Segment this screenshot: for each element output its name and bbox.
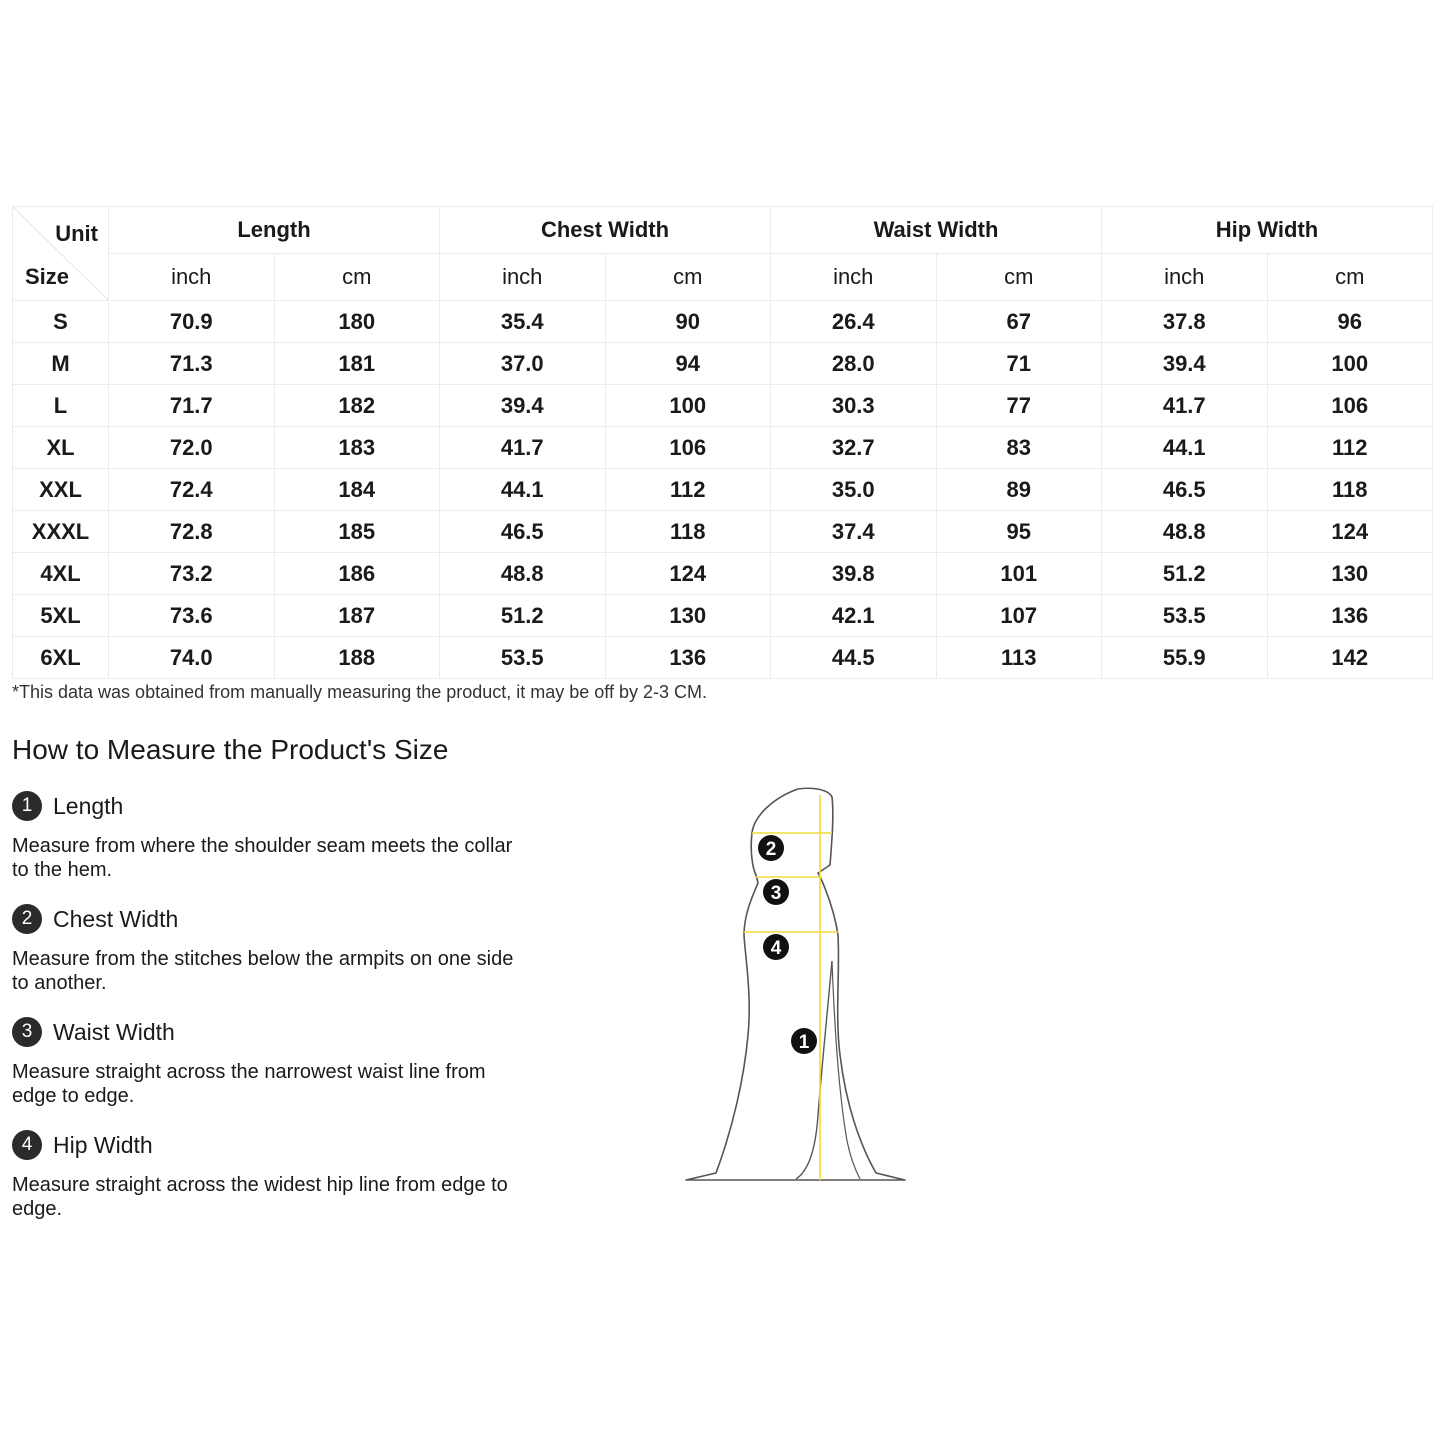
value-cell: 44.1 — [1102, 427, 1268, 469]
table-row — [13, 301, 1433, 343]
value-cell: 183 — [274, 427, 440, 469]
value-cell: 70.9 — [109, 301, 275, 343]
value-cell: 41.7 — [1102, 385, 1268, 427]
size-cell: XXXL — [13, 511, 109, 553]
value-cell: 44.5 — [771, 637, 937, 679]
value-cell: 112 — [1267, 427, 1433, 469]
table-row — [13, 511, 1433, 553]
value-cell: 142 — [1267, 637, 1433, 679]
value-cell: 26.4 — [771, 301, 937, 343]
value-cell: 35.0 — [771, 469, 937, 511]
value-cell: 124 — [605, 553, 771, 595]
value-cell: 186 — [274, 553, 440, 595]
value-cell: 55.9 — [1102, 637, 1268, 679]
value-cell: 187 — [274, 595, 440, 637]
svg-text:3: 3 — [770, 883, 782, 904]
value-cell: 48.8 — [440, 553, 606, 595]
step-title: Length — [53, 792, 124, 819]
size-cell: 4XL — [13, 553, 109, 595]
value-cell: 37.0 — [440, 343, 606, 385]
value-cell: 67 — [936, 301, 1102, 343]
unit-header-length-cm: cm — [274, 254, 440, 301]
value-cell: 39.8 — [771, 553, 937, 595]
svg-text:2: 2 — [765, 839, 777, 860]
step-chest-width — [12, 903, 522, 995]
unit-header-hip-inch: inch — [1102, 254, 1268, 301]
group-header-chest-width: Chest Width — [440, 207, 771, 254]
value-cell: 30.3 — [771, 385, 937, 427]
value-cell: 106 — [605, 427, 771, 469]
svg-text:1: 1 — [798, 1032, 810, 1053]
table-row — [13, 427, 1433, 469]
value-cell: 101 — [936, 553, 1102, 595]
value-cell: 37.8 — [1102, 301, 1268, 343]
step-number-badge: 2 — [12, 904, 42, 934]
value-cell: 130 — [605, 595, 771, 637]
step-title: Chest Width — [53, 905, 179, 932]
value-cell: 53.5 — [1102, 595, 1268, 637]
size-cell: 5XL — [13, 595, 109, 637]
value-cell: 71 — [936, 343, 1102, 385]
value-cell: 71.3 — [109, 343, 275, 385]
value-cell: 96 — [1267, 301, 1433, 343]
value-cell: 188 — [274, 637, 440, 679]
value-cell: 72.8 — [109, 511, 275, 553]
step-hip-width — [12, 1129, 522, 1221]
value-cell: 118 — [1267, 469, 1433, 511]
table-row — [13, 553, 1433, 595]
table-body — [13, 301, 1433, 679]
step-description: Measure from where the shoulder seam meets the collar to the hem. — [12, 835, 513, 881]
table-row — [13, 385, 1433, 427]
value-cell: 51.2 — [1102, 553, 1268, 595]
value-cell: 136 — [1267, 595, 1433, 637]
table-row — [13, 469, 1433, 511]
size-chart-table — [12, 206, 1433, 679]
value-cell: 136 — [605, 637, 771, 679]
unit-header-waist-cm: cm — [936, 254, 1102, 301]
step-description: Measure straight across the narrowest waist line from edge to edge. — [12, 1061, 486, 1107]
value-cell: 72.0 — [109, 427, 275, 469]
value-cell: 106 — [1267, 385, 1433, 427]
value-cell: 51.2 — [440, 595, 606, 637]
value-cell: 46.5 — [1102, 469, 1268, 511]
marker-length — [791, 1028, 817, 1054]
value-cell: 53.5 — [440, 637, 606, 679]
marker-chest — [758, 835, 784, 861]
value-cell: 72.4 — [109, 469, 275, 511]
step-number-badge: 4 — [12, 1130, 42, 1160]
table-header-row-units — [13, 254, 1433, 301]
step-length — [12, 790, 522, 882]
unit-header-hip-cm: cm — [1267, 254, 1433, 301]
value-cell: 113 — [936, 637, 1102, 679]
svg-text:4: 4 — [770, 938, 782, 959]
unit-header-length-inch: inch — [109, 254, 275, 301]
unit-header-chest-inch: inch — [440, 254, 606, 301]
table-row — [13, 343, 1433, 385]
step-title: Waist Width — [53, 1018, 175, 1045]
value-cell: 180 — [274, 301, 440, 343]
value-cell: 107 — [936, 595, 1102, 637]
value-cell: 95 — [936, 511, 1102, 553]
table-header-row-groups — [13, 207, 1433, 254]
value-cell: 28.0 — [771, 343, 937, 385]
value-cell: 100 — [605, 385, 771, 427]
value-cell: 100 — [1267, 343, 1433, 385]
dress-outline-icon — [680, 785, 910, 1185]
value-cell: 94 — [605, 343, 771, 385]
value-cell: 44.1 — [440, 469, 606, 511]
value-cell: 124 — [1267, 511, 1433, 553]
value-cell: 118 — [605, 511, 771, 553]
step-title: Hip Width — [53, 1131, 153, 1158]
value-cell: 89 — [936, 469, 1102, 511]
marker-hip — [763, 934, 789, 960]
value-cell: 41.7 — [440, 427, 606, 469]
value-cell: 74.0 — [109, 637, 275, 679]
table-row — [13, 637, 1433, 679]
unit-header-waist-inch: inch — [771, 254, 937, 301]
corner-unit-label: Unit — [55, 221, 98, 246]
value-cell: 35.4 — [440, 301, 606, 343]
value-cell: 71.7 — [109, 385, 275, 427]
value-cell: 77 — [936, 385, 1102, 427]
value-cell: 184 — [274, 469, 440, 511]
measurement-note: *This data was obtained from manually measuring the product, it may be off by 2-3 CM. — [12, 682, 708, 702]
table-row — [13, 595, 1433, 637]
value-cell: 73.6 — [109, 595, 275, 637]
step-number-badge: 1 — [12, 791, 42, 821]
group-header-hip-width: Hip Width — [1102, 207, 1433, 254]
value-cell: 32.7 — [771, 427, 937, 469]
value-cell: 185 — [274, 511, 440, 553]
step-waist-width — [12, 1016, 522, 1108]
size-cell: M — [13, 343, 109, 385]
howto-title: How to Measure the Product's Size — [12, 734, 449, 765]
value-cell: 37.4 — [771, 511, 937, 553]
step-description: Measure straight across the widest hip line from edge to edge. — [12, 1174, 508, 1220]
group-header-waist-width: Waist Width — [771, 207, 1102, 254]
unit-header-chest-cm: cm — [605, 254, 771, 301]
value-cell: 181 — [274, 343, 440, 385]
table-corner-cell — [13, 207, 109, 301]
value-cell: 42.1 — [771, 595, 937, 637]
size-cell: S — [13, 301, 109, 343]
size-cell: XL — [13, 427, 109, 469]
step-description: Measure from the stitches below the armpits on one side to another. — [12, 948, 514, 994]
value-cell: 39.4 — [1102, 343, 1268, 385]
value-cell: 182 — [274, 385, 440, 427]
value-cell: 73.2 — [109, 553, 275, 595]
value-cell: 90 — [605, 301, 771, 343]
value-cell: 83 — [936, 427, 1102, 469]
value-cell: 39.4 — [440, 385, 606, 427]
size-cell: XXL — [13, 469, 109, 511]
marker-waist — [763, 879, 789, 905]
value-cell: 46.5 — [440, 511, 606, 553]
size-cell: L — [13, 385, 109, 427]
group-header-length: Length — [109, 207, 440, 254]
value-cell: 130 — [1267, 553, 1433, 595]
value-cell: 48.8 — [1102, 511, 1268, 553]
corner-size-label: Size — [25, 264, 70, 289]
size-cell: 6XL — [13, 637, 109, 679]
step-number-badge: 3 — [12, 1017, 42, 1047]
value-cell: 112 — [605, 469, 771, 511]
